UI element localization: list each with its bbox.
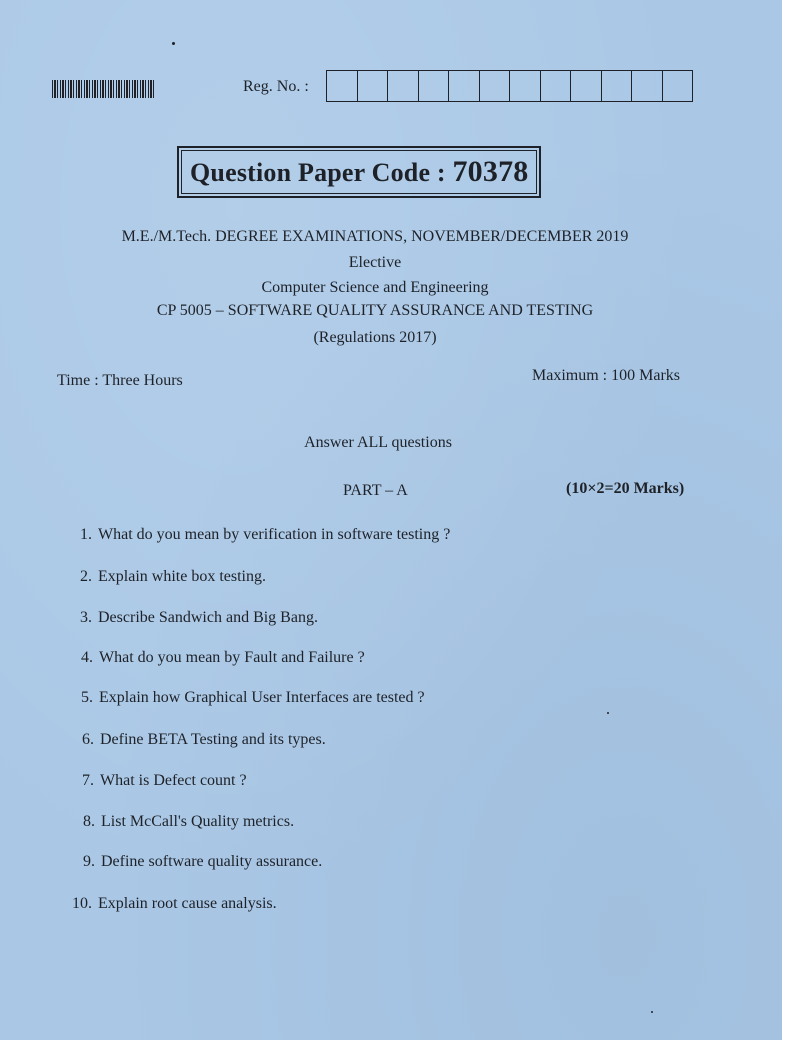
- exam-regulations: (Regulations 2017): [313, 329, 437, 346]
- question-text: What do you mean by verification in software testing ?: [98, 526, 451, 543]
- question-text: Define BETA Testing and its types.: [100, 731, 326, 748]
- exam-branch: Computer Science and Engineering: [261, 279, 489, 296]
- barcode: [52, 80, 154, 98]
- paper-speck: [607, 712, 609, 714]
- reg-number-label: Reg. No. :: [243, 78, 309, 95]
- reg-digit-box[interactable]: [602, 71, 633, 101]
- question-item: [70, 731, 326, 749]
- reg-digit-box[interactable]: [571, 71, 602, 101]
- reg-digit-box[interactable]: [449, 71, 480, 101]
- question-item: [68, 895, 277, 913]
- question-paper-code-box: [177, 146, 541, 198]
- question-item: [68, 568, 266, 586]
- question-item: [71, 853, 322, 871]
- question-number: 10.: [72, 895, 92, 912]
- question-number: 1.: [80, 526, 92, 543]
- question-number: 3.: [80, 609, 92, 626]
- question-text: Explain white box testing.: [98, 568, 266, 585]
- question-item: [69, 689, 425, 707]
- exam-category: Elective: [348, 254, 402, 271]
- exam-title: M.E./M.Tech. DEGREE EXAMINATIONS, NOVEMBER/DECEMBER 2019: [121, 228, 629, 245]
- question-number: 8.: [83, 813, 95, 830]
- reg-digit-box[interactable]: [663, 71, 693, 101]
- code-number: 70378: [452, 155, 529, 188]
- reg-digit-box[interactable]: [327, 71, 358, 101]
- question-text: What do you mean by Fault and Failure ?: [99, 649, 365, 666]
- reg-digit-box[interactable]: [541, 71, 572, 101]
- instructions: Answer ALL questions: [304, 434, 452, 451]
- question-text: What is Defect count ?: [100, 772, 247, 789]
- code-label: Question Paper Code :: [190, 158, 453, 187]
- question-item: [68, 526, 450, 544]
- reg-digit-box[interactable]: [510, 71, 541, 101]
- question-item: [71, 813, 294, 831]
- question-number: 9.: [83, 853, 95, 870]
- maximum-marks: Maximum : 100 Marks: [532, 367, 680, 384]
- exam-subject: CP 5005 – SOFTWARE QUALITY ASSURANCE AND TESTING: [156, 302, 594, 319]
- question-item: [70, 772, 247, 790]
- question-number: 2.: [80, 568, 92, 585]
- question-number: 5.: [81, 689, 93, 706]
- question-text: Define software quality assurance.: [101, 853, 323, 870]
- reg-digit-box[interactable]: [419, 71, 450, 101]
- question-text: Describe Sandwich and Big Bang.: [98, 609, 318, 626]
- question-item: [69, 649, 365, 667]
- reg-number-boxes[interactable]: [326, 70, 693, 102]
- question-paper-code: [181, 150, 537, 194]
- question-item: [68, 609, 318, 627]
- paper-speck: [651, 1011, 653, 1013]
- reg-digit-box[interactable]: [632, 71, 663, 101]
- reg-digit-box[interactable]: [480, 71, 511, 101]
- reg-digit-box[interactable]: [388, 71, 419, 101]
- question-text: Explain root cause analysis.: [98, 895, 277, 912]
- question-text: Explain how Graphical User Interfaces are tested ?: [99, 689, 425, 706]
- reg-digit-box[interactable]: [358, 71, 389, 101]
- question-number: 6.: [82, 731, 94, 748]
- part-a-heading: PART – A: [343, 482, 408, 499]
- exam-duration: Time : Three Hours: [57, 372, 183, 389]
- question-number: 4.: [81, 649, 93, 666]
- question-text: List McCall's Quality metrics.: [101, 813, 295, 830]
- paper-speck: [172, 42, 175, 45]
- question-number: 7.: [82, 772, 94, 789]
- part-a-marks: (10×2=20 Marks): [566, 480, 685, 497]
